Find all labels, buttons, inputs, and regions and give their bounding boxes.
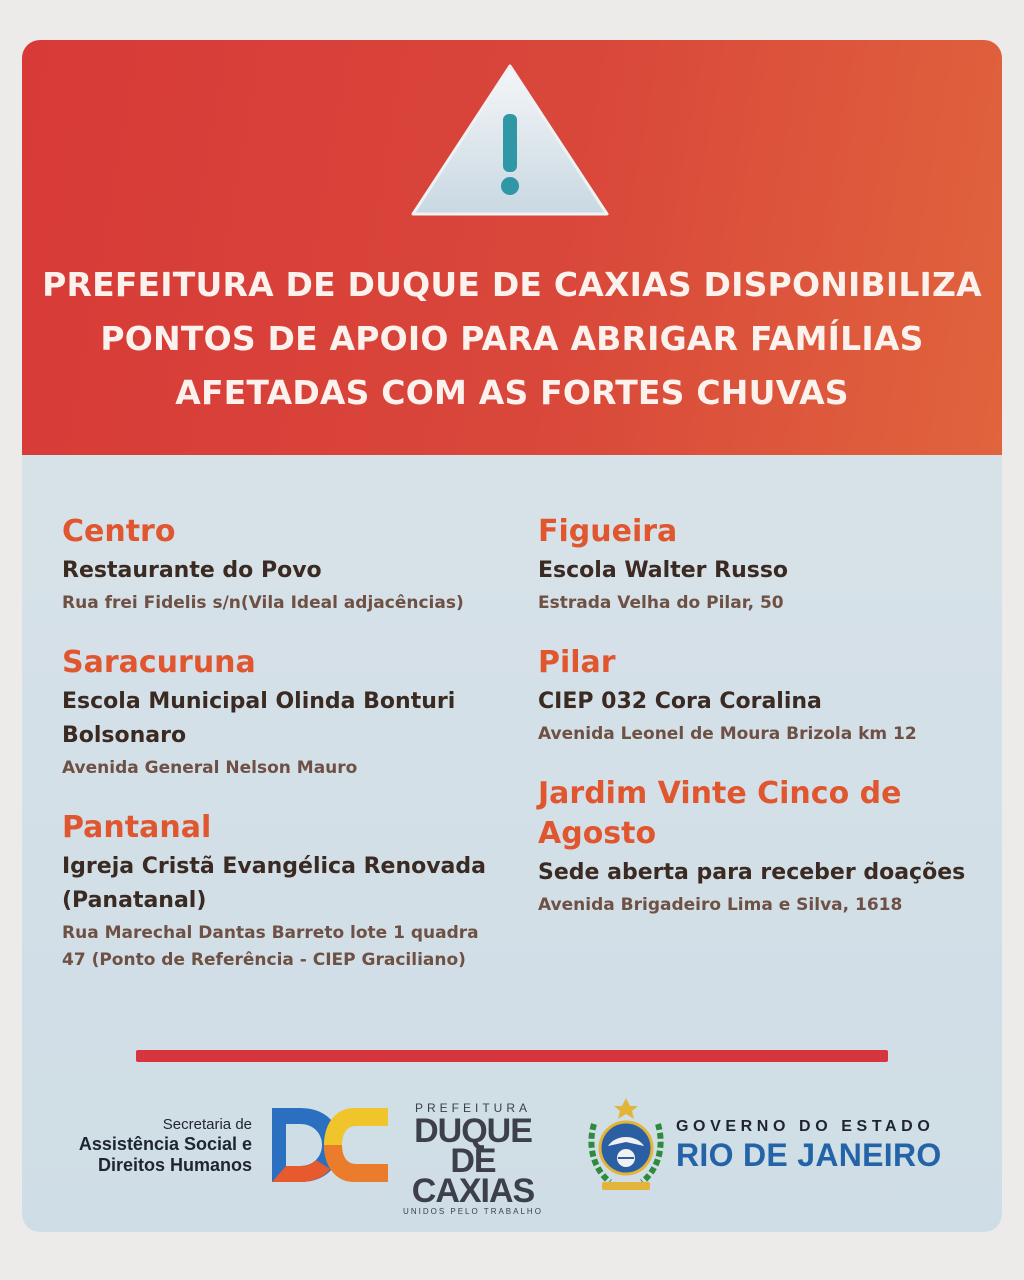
location-centro bbox=[62, 512, 502, 617]
location-saracuruna bbox=[62, 643, 502, 782]
poster-card bbox=[22, 40, 1002, 1232]
place-name: Escola Walter Russo bbox=[538, 558, 789, 583]
rj-governo-label: GOVERNO DO ESTADO bbox=[676, 1118, 935, 1135]
duque-de-caxias-logo-text bbox=[398, 1100, 548, 1218]
secretaria-line-3: Direitos Humanos bbox=[97, 1155, 252, 1175]
place-name: Igreja Cristã Evangélica Renovada (Panatanal) bbox=[62, 854, 486, 913]
dc-name-line-1: DUQUE DE bbox=[414, 1112, 532, 1180]
place-address: Avenida Leonel de Moura Brizola km 12 bbox=[538, 724, 917, 744]
secretaria-logo-text bbox=[52, 1116, 252, 1176]
place-address: Rua Marechal Dantas Barreto lote 1 quadra 47 (Ponto de Referência - CIEP Graciliano) bbox=[62, 923, 479, 970]
dc-slogan: UNIDOS PELO TRABALHO bbox=[403, 1207, 543, 1216]
headline: PREFEITURA DE DUQUE DE CAXIAS DISPONIBILIZA PONTOS DE APOIO PARA ABRIGAR FAMÍLIAS AFETADAS COM AS FORTES CHUVAS bbox=[42, 265, 982, 412]
location-jardim-vinte-cinco-de-agosto bbox=[538, 774, 978, 919]
divider-bar bbox=[136, 1050, 888, 1062]
place-name: Escola Municipal Olinda Bonturi Bolsonaro bbox=[62, 689, 456, 748]
locations-left-column bbox=[62, 512, 502, 1000]
rio-de-janeiro-coat-of-arms-icon bbox=[584, 1094, 668, 1194]
place-name: Restaurante do Povo bbox=[62, 558, 322, 583]
area-title: Pantanal bbox=[62, 810, 212, 845]
location-pantanal bbox=[62, 808, 502, 974]
location-figueira bbox=[538, 512, 978, 617]
area-title: Centro bbox=[62, 514, 176, 549]
place-address: Avenida Brigadeiro Lima e Silva, 1618 bbox=[538, 895, 903, 915]
dc-logo-icon bbox=[270, 1104, 390, 1186]
secretaria-line-1: Secretaria de bbox=[162, 1116, 252, 1133]
dc-name-line-2: CAXIAS bbox=[411, 1172, 535, 1210]
place-address: Rua frei Fidelis s/n(Vila Ideal adjacências) bbox=[62, 593, 464, 613]
dc-prefeitura-label: PREFEITURA bbox=[414, 1101, 531, 1115]
warning-triangle-icon bbox=[409, 62, 611, 218]
rj-state-name: RIO DE JANEIRO bbox=[676, 1137, 942, 1173]
location-pilar bbox=[538, 643, 978, 748]
place-name: Sede aberta para receber doações bbox=[538, 860, 966, 885]
place-name: CIEP 032 Cora Coralina bbox=[538, 689, 822, 714]
area-title: Figueira bbox=[538, 514, 678, 549]
place-address: Estrada Velha do Pilar, 50 bbox=[538, 593, 784, 613]
secretaria-line-2: Assistência Social e bbox=[78, 1134, 252, 1154]
header-banner bbox=[22, 40, 1002, 455]
locations-right-column bbox=[538, 512, 978, 945]
area-title: Saracuruna bbox=[62, 645, 256, 680]
area-title: Pilar bbox=[538, 645, 616, 680]
governo-rj-logo-text bbox=[676, 1116, 976, 1172]
place-address: Avenida General Nelson Mauro bbox=[62, 758, 358, 778]
area-title: Jardim Vinte Cinco de Agosto bbox=[538, 776, 902, 851]
